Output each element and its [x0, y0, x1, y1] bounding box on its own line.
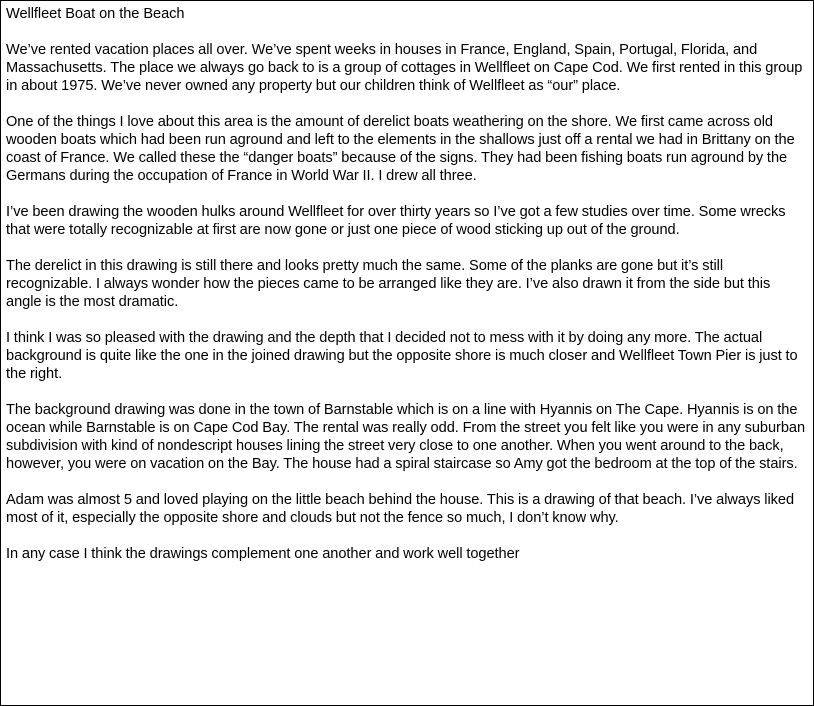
document-title: Wellfleet Boat on the Beach: [6, 6, 185, 22]
paragraph-barnstable: The background drawing was done in the town of Barnstable which is on a line with Hyannis on The Cape. Hyannis is on the ocean while Barnstable is on Cape Cod Bay. The rental was really odd. From the street you felt like you were in any suburban subdivision with kind of nondescript houses lining the street very close to one another. When you went around to the back, however, you were on vacation on the Bay. The house had a spiral staircase so Amy got the bedroom at the top of the stairs.: [6, 402, 806, 472]
paragraph-wooden-hulks: I’ve been drawing the wooden hulks around Wellfleet for over thirty years so I’ve got a few studies over time. Some wrecks that were totally recognizable at first are now gone or just one piece of wood sticking up out of the ground.: [6, 204, 786, 238]
paragraph-derelict-boats: One of the things I love about this area is the amount of derelict boats weathering on the shore. We first came across old wooden boats which had been run aground and left to the elements in the shallows just off a rental we had in Brittany on the coast of France. We called these the “danger boats” because of the signs. They had been fishing boats run aground by the Germans during the occupation of France in World War II. I drew all three.: [6, 114, 795, 184]
paragraph-vacation-places: We’ve rented vacation places all over. We’ve spent weeks in houses in France, England, Spain, Portugal, Florida, and Massachusetts. The place we always go back to is a group of cottages in Wellfleet on Cape Cod. We first rented in this group in about 1975. We’ve never owned any property but our children think of Wellfleet as “our” place.: [6, 42, 803, 94]
paragraph-conclusion: In any case I think the drawings complement one another and work well together: [6, 546, 520, 562]
document-body: [1, 1, 813, 563]
paragraph-this-drawing: The derelict in this drawing is still there and looks pretty much the same. Some of the planks are gone but it’s still recognizable. I always wonder how the pieces came to be arranged like they are. I’ve also drawn it from the side but this angle is the most dramatic.: [6, 258, 771, 310]
paragraph-adam-beach: Adam was almost 5 and loved playing on the little beach behind the house. This is a drawing of that beach. I’ve always liked most of it, especially the opposite shore and clouds but not the fence so much, I don’t know why.: [6, 492, 795, 526]
paragraph-depth: I think I was so pleased with the drawing and the depth that I decided not to mess with it by doing any more. The actual background is quite like the one in the joined drawing but the opposite shore is much closer and Wellfleet Town Pier is just to the right.: [6, 330, 798, 382]
